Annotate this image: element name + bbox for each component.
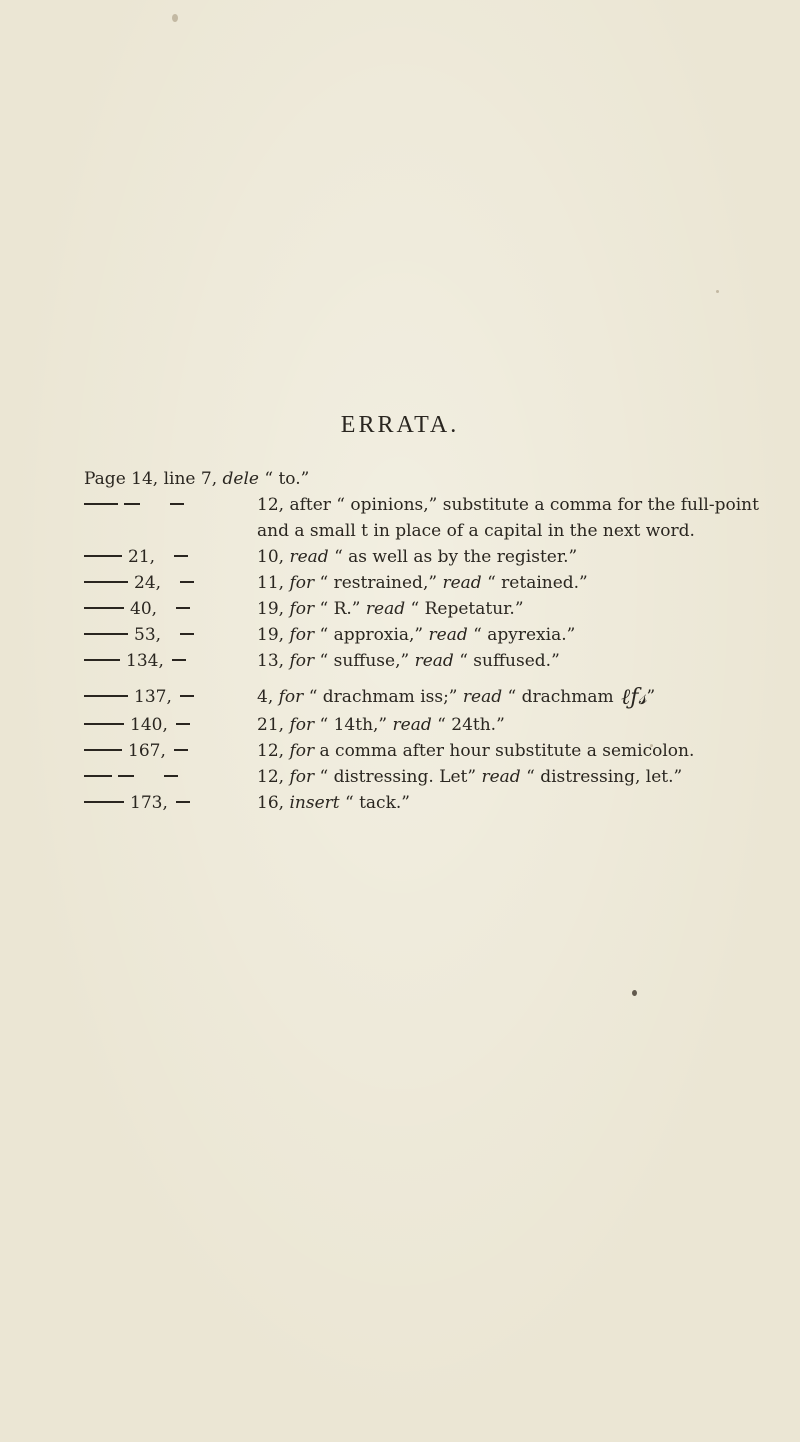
entry-correction <box>257 738 767 764</box>
entry-directive: for <box>289 599 315 619</box>
entry-correction <box>257 764 767 790</box>
errata-entry <box>84 596 764 622</box>
ditto-dash <box>84 723 124 725</box>
entry-reference <box>84 570 249 596</box>
entry-correction <box>257 684 767 711</box>
entry-directive: for <box>278 687 304 707</box>
errata-entry <box>84 790 764 816</box>
entry-text: “ suffuse,” <box>314 651 415 671</box>
entry-text: “ 24th.” <box>431 715 505 735</box>
entry-text: “ approxia,” <box>314 625 429 645</box>
entry-correction <box>257 648 767 674</box>
entry-line-number: 12, <box>257 767 285 787</box>
entry-directive: read <box>462 687 503 707</box>
ditto-dash <box>170 503 184 505</box>
errata-entry <box>84 648 764 674</box>
entry-text: “ suffused.” <box>453 651 560 671</box>
ditto-dash <box>84 581 128 583</box>
entry-page-number: 40, <box>130 599 158 619</box>
entry-text: “ distressing. Let” <box>314 767 482 787</box>
ditto-dash <box>172 659 186 661</box>
entry-text: ” <box>646 687 656 707</box>
ditto-dash <box>84 749 122 751</box>
ditto-dash <box>84 555 122 557</box>
entry-line-number: 21, <box>257 715 285 735</box>
entry-directive: read <box>414 651 454 671</box>
page-title: ERRATA. <box>340 412 460 438</box>
entry-correction <box>257 544 767 570</box>
entry-reference <box>84 684 249 710</box>
entry-line-number: 16, <box>257 793 285 813</box>
ditto-dash <box>176 607 190 609</box>
errata-entry <box>84 492 764 518</box>
ditto-dash <box>174 749 188 751</box>
entry-line-number: 13, <box>257 651 285 671</box>
entry-directive: for <box>289 715 315 735</box>
errata-entry <box>84 712 764 738</box>
ditto-dash <box>124 503 140 505</box>
errata-entry <box>84 544 764 570</box>
ditto-dash <box>180 581 194 583</box>
entry-directive: read <box>481 767 521 787</box>
entry-correction <box>257 570 767 596</box>
ditto-dash <box>164 775 178 777</box>
errata-entry <box>84 738 764 764</box>
entry-directive: dele <box>222 469 259 489</box>
entry-directive: read <box>365 599 406 619</box>
entry-reference <box>84 712 249 738</box>
handwritten-mark: ℓƒ𝓈 <box>621 685 647 710</box>
ditto-dash <box>180 633 194 635</box>
entry-page-number: 173, <box>130 793 168 813</box>
entry-directive: for <box>289 651 315 671</box>
entry-line-number: 4, <box>257 687 274 707</box>
paper-speck <box>716 290 719 293</box>
entry-reference <box>84 596 249 622</box>
entry-text: “ to.” <box>264 469 310 489</box>
ditto-dash <box>176 723 190 725</box>
entry-line-number: 12, <box>257 741 285 761</box>
entry-directive: read <box>392 715 432 735</box>
ditto-dash <box>176 801 190 803</box>
entry-directive: for <box>289 573 315 593</box>
entry-correction <box>257 712 767 738</box>
ditto-dash <box>180 695 194 697</box>
entry-text: “ restrained,” <box>314 573 443 593</box>
entry-text: a comma after hour substitute a semicolon. <box>314 741 695 761</box>
entry-line-number: 19, <box>257 625 285 645</box>
entry-reference <box>84 764 249 790</box>
entry-page-label: Page 14, line 7, <box>84 469 218 489</box>
entry-text: “ 14th,” <box>314 715 393 735</box>
entry-correction <box>257 622 767 648</box>
ditto-dash <box>174 555 188 557</box>
ditto-dash <box>84 503 118 505</box>
errata-entry <box>84 570 764 596</box>
paper-speck <box>172 14 178 22</box>
entry-page-number: 167, <box>128 741 166 761</box>
entry-directive: for <box>289 741 315 761</box>
entry-reference <box>84 648 249 674</box>
entry-directive: for <box>289 767 315 787</box>
entry-text: “ distressing, let.” <box>520 767 683 787</box>
errata-entry-first <box>84 466 764 492</box>
ditto-dash <box>84 633 128 635</box>
entry-text: “ tack.” <box>339 793 410 813</box>
entry-page-number: 134, <box>126 651 164 671</box>
entry-reference <box>84 492 249 518</box>
errata-entry <box>84 674 764 712</box>
entry-correction <box>257 596 767 622</box>
entry-text: “ drachmam <box>502 687 620 707</box>
entry-page-number: 140, <box>130 715 168 735</box>
entry-page-number: 53, <box>134 625 162 645</box>
entry-correction <box>257 790 767 816</box>
entry-directive: read <box>289 547 329 567</box>
entry-directive: for <box>289 625 315 645</box>
entry-correction <box>257 492 767 518</box>
ditto-dash <box>118 775 134 777</box>
paper-speck <box>632 990 637 996</box>
ditto-dash <box>84 775 112 777</box>
entry-line-number: 11, <box>257 573 285 593</box>
entry-directive: read <box>428 625 468 645</box>
entry-directive: insert <box>289 793 340 813</box>
entry-reference <box>84 738 249 764</box>
entry-page-number: 137, <box>134 687 172 707</box>
entry-text: “ retained.” <box>481 573 588 593</box>
ditto-dash <box>84 801 124 803</box>
ditto-dash <box>84 607 124 609</box>
entry-continuation: and a small t in place of a capital in the next word. <box>257 521 695 541</box>
errata-entry <box>84 622 764 648</box>
entry-page-number: 21, <box>128 547 156 567</box>
errata-entry <box>84 764 764 790</box>
entry-text: after “ opinions,” substitute a comma for the full-point <box>289 495 759 515</box>
entry-reference <box>84 790 249 816</box>
entry-line-number: 10, <box>257 547 285 567</box>
entry-text: “ R.” <box>314 599 366 619</box>
entry-text: “ drachmam iss;” <box>303 687 463 707</box>
entry-text: “ apyrexia.” <box>467 625 576 645</box>
entry-text: “ Repetatur.” <box>405 599 524 619</box>
entry-line-number: 12, <box>257 495 285 515</box>
entry-page-number: 24, <box>134 573 162 593</box>
entry-page-number <box>124 492 162 518</box>
entry-directive: read <box>442 573 482 593</box>
entry-reference <box>84 544 249 570</box>
ditto-dash <box>84 659 120 661</box>
ditto-dash <box>84 695 128 697</box>
entry-page-number <box>118 764 156 790</box>
errata-list <box>84 466 764 816</box>
entry-line-number: 19, <box>257 599 285 619</box>
entry-text: “ as well as by the register.” <box>328 547 578 567</box>
entry-reference <box>84 622 249 648</box>
